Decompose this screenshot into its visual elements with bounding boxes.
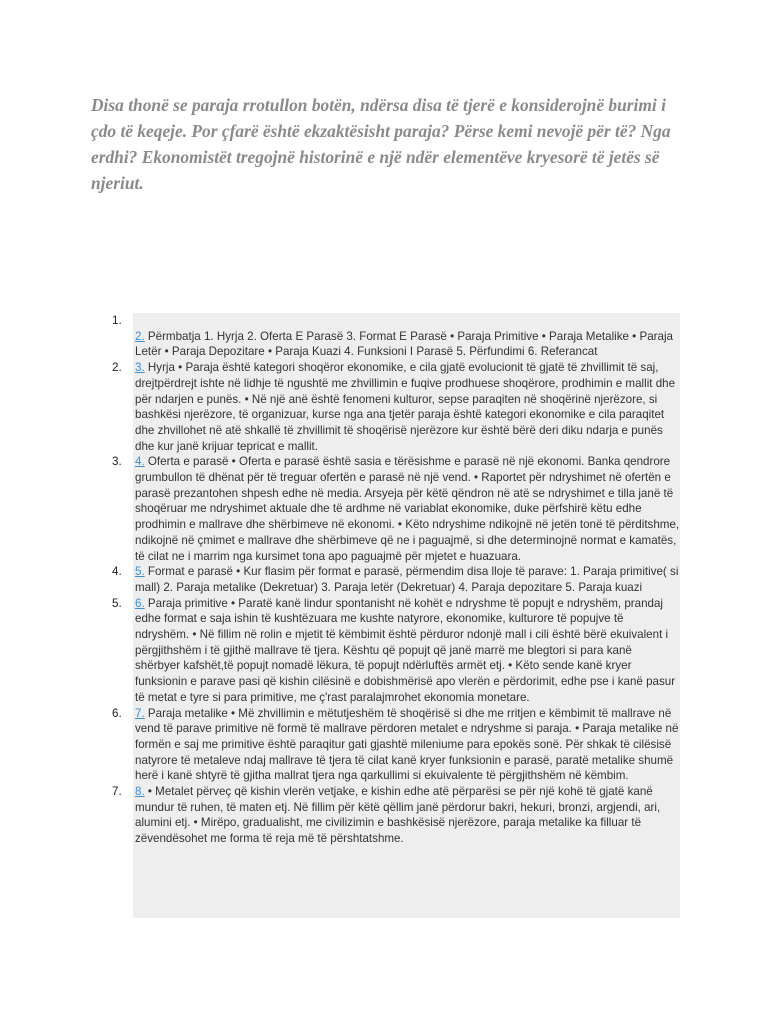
list-item [112, 360, 680, 454]
slide-link[interactable]: 3. [135, 361, 145, 375]
list-item-number: 3. [112, 455, 122, 469]
list-item-text: Oferta e parasë • Oferta e parasë është sasia e tërësishme e parasë në një ekonomi. Banka qendrore grumbullon të dhënat për të treguar ofertën e parasë në një vend. • Raportet për ndryshimet në ofertën e parasë prezantohen shpesh edhe në media. Arsyeja për këtë qëndron në atë se ndryshimet e tilla janë të shoqëruar me ndryshimet aktuale dhe të ardhme në variablat ekonomike, duke përfshirë këtu edhe prodhimin e mallrave dhe shërbimeve në ekonomi. • Këto ndryshime ndikojnë në jetën tonë të përditshme, ndikojnë në çmimet e mallrave dhe shërbimeve që ne i paguajmë, si dhe determinojnë normat e kamatës, të cilat ne i marrim nga kursimet tona apo paguajmë për mjetet e huazuara. [135, 455, 680, 563]
list-item-number: 5. [112, 596, 122, 610]
list-item-number: 7. [112, 785, 122, 799]
list-item-text: Paraja primitive • Paratë kanë lindur spontanisht në kohët e ndryshme të popujt e ndryshëm, prandaj edhe format e saja ishin të kushtëzuara me kushte natyrore, ekonomike, kulturore të popujve të ndryshëm. • Në fillim në rolin e mjetit të këmbimit është përduror ndonjë mall i cili është bërë ekuivalent i përgjithshëm i të gjithë mallrave të tjera. Kështu që popujt që janë marrë me blegtori si para kanë shërbyer kafshët,të popujt nomadë lëkura, të popujt ndërluftës armët etj. • Këto sende kanë kryer funksionin e parave pasi që kishin cilësinë e dobishmërisë apo vlerën e përdorimit, edhe pse i kanë pasur të metat e tyre si para primitive, me ç'rast paralajmrohet ekonomia monetare. [135, 596, 676, 704]
list-item-number: 4. [112, 565, 122, 579]
list-item-number: 2. [112, 361, 122, 375]
list-item-text: Përmbatja 1. Hyrja 2. Oferta E Parasë 3. Format E Parasë • Paraja Primitive • Paraja Metalike • Paraja Letër • Paraja Depozitare • Paraja Kuazi 4. Funksioni I Parasë 5. Përfundimi 6. Referancat [135, 329, 673, 359]
list-item [112, 454, 680, 564]
list-item-text: Paraja metalike • Më zhvillimin e mëtutjeshëm të shoqërisë si dhe me rritjen e këmbimit të mallrave në vend të parave primitive në formë të mallrave përdoren metalet e ndryshme si paraja. • Paraja metalike në formën e saj me primitive është paraqitur gati gjashtë mileniume para epokës sonë. Për shkak të cilësisë natyrore të metaleve ndaj mallrave të tjera të cilat kanë kryer funksionin e parasë, paratë metalike shumë herë i kanë shtyrë të gjitha mallrat tjera nga qarkullimi si ekuivalente të përgjithshëm në këmbim. [135, 706, 679, 783]
list-item-number: 6. [112, 706, 122, 720]
slide-link[interactable]: 2. [135, 329, 145, 343]
list-item-number: 1. [112, 314, 122, 327]
list-item [112, 706, 680, 785]
list-item-text: • Metalet përveç që kishin vlerën vetjake, e kishin edhe atë përparësi se për një kohë të gjatë kanë mundur të ruhen, të maten etj. Në fillim për këtë qëllim janë përdorur bakri, hekuri, bronzi, argjendi, ari, alumini etj. • Mirëpo, gradualisht, me civilizimin e bashkësisë njerëzore, paraja metalike ka filluar të zëvendësohet me forma të reja më të përshtatshme. [135, 785, 661, 846]
list-item [112, 564, 680, 595]
slide-link[interactable]: 7. [135, 706, 145, 720]
slide-link[interactable]: 5. [135, 565, 145, 579]
slide-link[interactable]: 8. [135, 785, 145, 799]
list-item [112, 313, 680, 360]
list-item [112, 596, 680, 706]
slide-text-list [112, 313, 680, 918]
slide-link[interactable]: 6. [135, 596, 145, 610]
slide-list [112, 313, 680, 847]
list-item [112, 784, 680, 847]
list-item-text: Hyrja • Paraja është kategori shoqëror ekonomike, e cila gjatë evolucionit të gjatë të zhvillimit të saj, drejtpërdrejt ishte në lidhje të ngushtë me zhvillimin e fuqive prodhuese shoqërore, prodhimin e mallit dhe për ndarjen e punës. • Në një anë është fenomeni kulturor, sepse paraqiten në shoqërinë njerëzore, si bashkësi njerëzore, të organizuar, kurse nga ana tjetër paraja është kategori ekonomike e cila paraqitet dhe zhvillohet në atë shkallë të zhvillimit të shoqërisë njerëzore kur është bërë deri diku ndarja e punës dhe kur janë krijuar tepricat e mallit. [135, 361, 676, 453]
list-item-text: Format e parasë • Kur flasim për format e parasë, përmendim disa lloje të parave: 1. Paraja primitive( si mall) 2. Paraja metalike (Dekretuar) 3. Paraja letër (Dekretuar) 4. Paraja depozitare 5. Paraja kuazi [135, 565, 679, 594]
slide-link[interactable]: 4. [135, 455, 145, 469]
intro-paragraph: Disa thonë se paraja rrotullon botën, ndërsa disa të tjerë e konsiderojnë burimi i çdo të keqeje. Por çfarë është ekzaktësisht paraja? Përse kemi nevojë për të? Nga erdhi? Ekonomistët tregojnë historinë e një ndër elementëve kryesorë të jetës së njeriut. [91, 95, 671, 193]
